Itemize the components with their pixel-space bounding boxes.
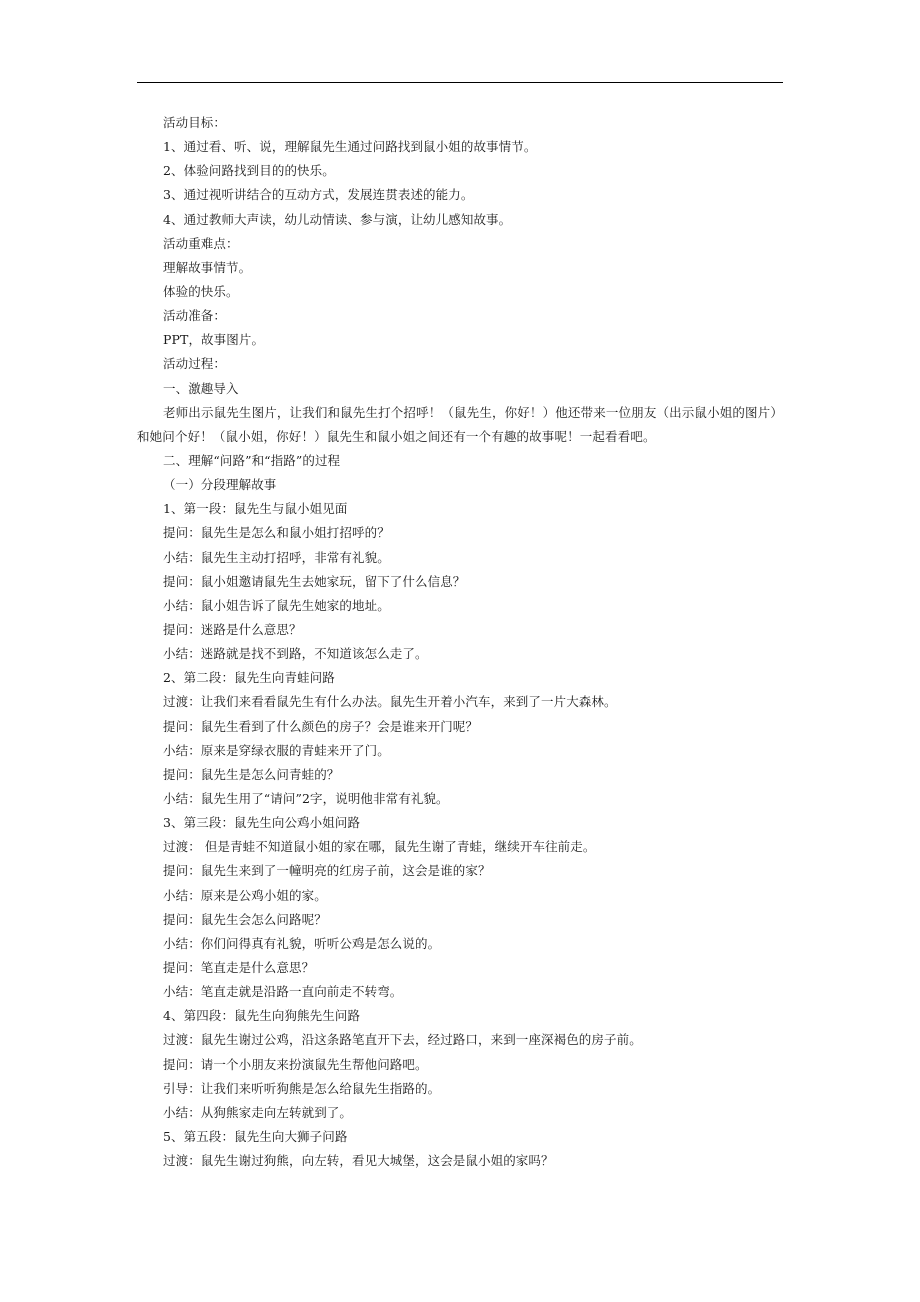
story-line: 小结：从狗熊家走向左转就到了。: [163, 1104, 353, 1120]
story-line: 过渡：鼠先生谢过狗熊，向左转，看见大城堡，这会是鼠小姐的家吗？: [163, 1153, 554, 1169]
story-line: 提问：鼠先生是怎么和鼠小姐打招呼的？: [163, 525, 390, 541]
story-line: 小结：原来是穿绿衣服的青蛙来开了门。: [163, 742, 390, 758]
story-line: 小结：鼠先生用了“请问”2字，说明他非常有礼貌。: [163, 790, 449, 806]
story-line: 提问：鼠先生是怎么问青蛙的？: [163, 766, 340, 782]
goal-item: 1、通过看、听、说，理解鼠先生通过问路找到鼠小姐的故事情节。: [163, 139, 537, 155]
key-point-item: 体验的快乐。: [163, 283, 239, 299]
key-point-item: 理解故事情节。: [163, 259, 252, 275]
story-line: 小结：你们问得真有礼貌，听听公鸡是怎么说的。: [163, 935, 441, 951]
section-heading-goals: 活动目标：: [163, 115, 227, 130]
story-line: 提问：迷路是什么意思？: [163, 621, 302, 637]
story-line: 过渡： 但是青蛙不知道鼠小姐的家在哪，鼠先生谢了青蛙，继续开车往前走。: [163, 839, 596, 855]
intro-paragraph: 老师出示鼠先生图片，让我们和鼠先生打个招呼！（鼠先生，你好！）他还带来一位朋友（出示鼠小姐的图片）和她问个好！（鼠小姐，你好！）鼠先生和鼠小姐之间还有一个有趣的故事呢！一起看看吧。: [137, 404, 783, 444]
story-line: 过渡：鼠先生谢过公鸡，沿这条路笔直开下去，经过路口，来到一座深褐色的房子前。: [163, 1032, 642, 1048]
story-line: 引导：让我们来听听狗熊是怎么给鼠先生指路的。: [163, 1080, 441, 1096]
section-heading-process: 活动过程：: [163, 356, 227, 372]
story-line: 提问：鼠小姐邀请鼠先生去她家玩，留下了什么信息？: [163, 573, 466, 589]
segment-heading: 5、第五段：鼠先生向大狮子问路: [163, 1128, 348, 1144]
story-line: 小结：笔直走就是沿路一直向前走不转弯。: [163, 984, 403, 1000]
section-heading-preparation: 活动准备：: [163, 308, 227, 324]
story-line: 小结：迷路就是找不到路，不知道该怎么走了。: [163, 646, 428, 662]
story-line: 小结：鼠先生主动打招呼，非常有礼貌。: [163, 549, 390, 565]
goal-item: 3、通过视听讲结合的互动方式，发展连贯表述的能力。: [163, 187, 474, 203]
story-line: 提问：鼠先生看到了什么颜色的房子？会是谁来开门呢？: [163, 718, 479, 734]
document-body: [137, 111, 783, 1173]
story-line: 提问：鼠先生来到了一幢明亮的红房子前，这会是谁的家？: [163, 863, 491, 879]
preparation-item: PPT，故事图片。: [163, 332, 265, 348]
goal-item: 4、通过教师大声读，幼儿动情读、参与演，让幼儿感知故事。: [163, 211, 512, 227]
story-line: 提问：鼠先生会怎么问路呢？: [163, 911, 327, 927]
story-line: 过渡：让我们来看看鼠先生有什么办法。鼠先生开着小汽车，来到了一片大森林。: [163, 694, 617, 710]
story-line: 小结：鼠小姐告诉了鼠先生她家的地址。: [163, 597, 390, 613]
section-heading-key-points: 活动重难点：: [163, 235, 239, 251]
process-heading: 二、理解“问路”和“指路”的过程: [163, 453, 341, 468]
segment-heading: 3、第三段：鼠先生向公鸡小姐问路: [163, 815, 361, 831]
story-line: 提问：请一个小朋友来扮演鼠先生帮他问路吧。: [163, 1056, 428, 1072]
story-line: 小结：原来是公鸡小姐的家。: [163, 887, 327, 903]
header-rule: [137, 82, 783, 83]
goal-item: 2、体验问路找到目的的快乐。: [163, 163, 335, 179]
segment-heading: 4、第四段：鼠先生向狗熊先生问路: [163, 1008, 361, 1024]
segment-heading: 2、第二段：鼠先生向青蛙问路: [163, 670, 335, 686]
story-line: 提问：笔直走是什么意思？: [163, 959, 315, 975]
segment-heading: 1、第一段：鼠先生与鼠小姐见面: [163, 501, 348, 517]
process-heading: 一、激趣导入: [163, 380, 239, 396]
process-subheading: （一）分段理解故事: [163, 477, 277, 493]
